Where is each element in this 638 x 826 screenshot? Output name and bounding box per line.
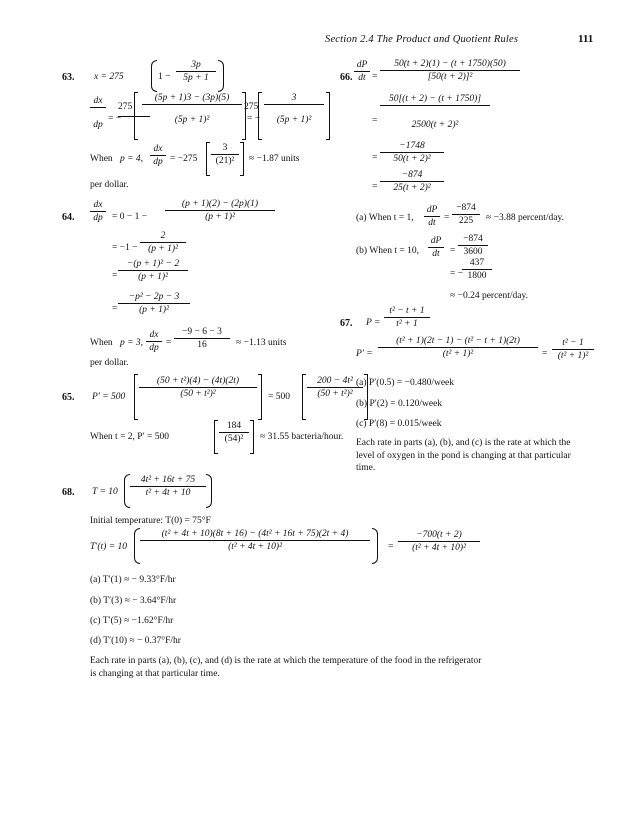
numerator: (5p + 1)3 − (3p)(5) <box>142 93 242 105</box>
fraction <box>176 60 216 83</box>
numerator: 200 − 4t² <box>307 376 363 388</box>
equals-coefficient: = 500 <box>268 392 290 402</box>
equation-lhs: T = 10 <box>92 487 118 497</box>
numerator: 184 <box>219 421 249 433</box>
problem-number: 65. <box>62 392 75 403</box>
equals: = <box>112 304 118 314</box>
numerator: t² − t + 1 <box>384 306 430 318</box>
numerator: 3 <box>264 93 324 105</box>
when-text: When <box>90 338 113 348</box>
fraction <box>211 143 239 166</box>
derivative-symbol <box>354 60 370 83</box>
equals: = <box>542 349 548 359</box>
initial-temperature: Initial temperature: T(0) = 75°F <box>90 516 211 526</box>
fraction <box>140 231 186 254</box>
explanation <box>356 437 571 475</box>
equals: = <box>388 542 394 552</box>
fraction <box>384 306 430 329</box>
bracket-right <box>240 142 244 176</box>
denominator: dt <box>432 249 440 259</box>
problem-number: 63. <box>62 72 75 83</box>
denominator: (p + 1)² <box>138 272 168 282</box>
when-text: When <box>90 154 113 164</box>
result: ≈ −1.13 units <box>236 338 287 348</box>
section-header: Section 2.4 The Product and Quotient Rules <box>325 34 519 45</box>
result: ≈ −0.24 percent/day. <box>450 291 529 301</box>
derivative-lhs: P′ = <box>356 349 373 359</box>
explanation <box>90 655 481 680</box>
bracket-left <box>258 92 262 140</box>
denominator: (5p + 1)² <box>174 115 210 125</box>
numerator: −700(t + 2) <box>398 530 480 542</box>
fraction <box>118 259 188 282</box>
numerator: dP <box>428 236 444 248</box>
fraction <box>552 338 594 361</box>
numerator: t² − 1 <box>552 338 594 350</box>
fraction <box>378 336 538 359</box>
fraction <box>139 376 257 399</box>
denominator: (t² + 4t + 10)² <box>228 542 282 552</box>
problem-number: 68. <box>62 487 75 498</box>
numerator: −874 <box>380 170 444 182</box>
part-a: (a) T′(1) ≈ − 9.33°F/hr <box>90 575 176 585</box>
denominator: (p + 1)² <box>139 305 169 315</box>
equation-lhs: P = <box>366 318 381 328</box>
equals: = <box>372 72 378 82</box>
explanation-line: Each rate in parts (a), (b), and (c) is the rate at which the <box>356 438 571 448</box>
result: ≈ −1.87 units <box>249 154 300 164</box>
numerator: (t² + 4t + 10)(8t + 16) − (4t² + 16t + 75)(2t + 4) <box>140 529 370 541</box>
when-text: When t = 2, P′ = 500 <box>90 432 170 442</box>
bracket-right <box>326 92 330 140</box>
bracket-left <box>206 142 210 176</box>
numerator: −9 − 6 − 3 <box>174 327 230 339</box>
problem-number: 66. <box>340 72 353 83</box>
part-b: (b) T′(3) ≈ − 3.64°F/hr <box>90 596 177 606</box>
numerator: dP <box>424 205 440 217</box>
equals: = <box>444 213 450 223</box>
numerator: 50(t + 2)(1) − (t + 1750)(50) <box>380 59 520 71</box>
denominator: 5p + 1 <box>183 73 209 83</box>
result: ≈ −3.88 percent/day. <box>486 213 565 223</box>
numerator: 3 <box>211 143 239 155</box>
fraction <box>165 199 275 222</box>
denominator: dp <box>93 213 103 223</box>
numerator: (p + 1)(2) − (2p)(1) <box>165 199 275 211</box>
equals-coefficient: = −275 <box>170 154 198 164</box>
equation-rhs: = −1 − <box>112 243 138 253</box>
equation-rhs: = 0 − 1 − <box>112 212 148 222</box>
equation-lhs: P′ = 500 <box>92 392 126 402</box>
numerator: dx <box>146 330 162 342</box>
denominator: (p + 1)² <box>205 212 235 222</box>
numerator: 3p <box>176 60 216 72</box>
denominator: (t² + 1)² <box>442 349 474 359</box>
denominator: dp <box>149 343 159 353</box>
explanation-line: Each rate in parts (a), (b), (c), and (d) is the rate at which the temperature of the food in the refrigerator <box>90 656 482 666</box>
numerator: −p² − 2p − 3 <box>118 292 190 304</box>
denominator: dp <box>93 120 103 130</box>
denominator: 225 <box>458 216 474 226</box>
fraction <box>452 203 480 226</box>
denominator: dt <box>428 218 436 228</box>
bracket-right <box>258 374 262 420</box>
fraction <box>380 94 490 130</box>
denominator: 2500(t + 2)² <box>411 120 459 130</box>
equals: = <box>166 338 172 348</box>
part-a-label: (a) When t = 1, <box>356 213 414 223</box>
denominator: t² + 4t + 10 <box>145 488 191 498</box>
explanation-line: time. <box>356 463 376 473</box>
bracket-right <box>242 92 246 140</box>
numerator: dx <box>150 144 166 156</box>
numerator: 50[(t + 2) − (t + 1750)] <box>380 94 490 106</box>
paren-right <box>206 474 212 508</box>
denominator: (5p + 1)² <box>276 115 312 125</box>
denominator: (50 + t²)² <box>317 389 353 399</box>
equals: = <box>372 153 378 163</box>
numerator: −1748 <box>380 141 444 153</box>
paren-right <box>372 528 378 564</box>
denominator: 50(t + 2)² <box>393 154 431 164</box>
fraction <box>142 93 242 125</box>
derivative-symbol <box>90 96 106 130</box>
fraction <box>380 59 520 82</box>
fraction <box>174 327 230 350</box>
fraction <box>264 93 324 125</box>
derivative-symbol <box>424 205 440 228</box>
per-dollar: per dollar. <box>90 180 129 190</box>
page-number: 111 <box>578 33 594 45</box>
numerator: dx <box>90 96 106 108</box>
problem-number: 64. <box>62 212 75 223</box>
denominator: [50(t + 2)]² <box>427 72 473 82</box>
denominator: (50 + t²)² <box>180 389 216 399</box>
one-minus: 1 − <box>158 72 171 82</box>
part-a: (a) P′(0.5) = −0.480/week <box>356 378 455 388</box>
equals-minus: = − <box>108 114 122 124</box>
equation-lhs: x = 275 <box>94 72 124 82</box>
derivative-symbol <box>146 330 162 353</box>
fraction <box>398 530 480 553</box>
numerator: −874 <box>458 234 488 246</box>
denominator: 1800 <box>467 271 487 281</box>
numerator: (t² + 1)(2t − 1) − (t² − t + 1)(2t) <box>378 336 538 348</box>
fraction <box>307 376 363 399</box>
fraction <box>118 292 190 315</box>
denominator: 25(t + 2)² <box>393 183 431 193</box>
numerator: −874 <box>452 203 480 215</box>
numerator: 2 <box>140 231 186 243</box>
denominator: (t² + 4t + 10)² <box>412 543 466 553</box>
denominator: dt <box>358 73 366 83</box>
result: ≈ 31.55 bacteria/hour. <box>260 432 344 442</box>
derivative-symbol <box>150 144 166 167</box>
part-c: (c) P′(8) = 0.015/week <box>356 419 442 429</box>
fraction <box>458 234 488 257</box>
equals: = <box>372 116 378 126</box>
fraction <box>380 141 444 164</box>
part-b: (b) P′(2) = 0.120/week <box>356 399 443 409</box>
fraction <box>130 475 206 498</box>
part-d: (d) T′(10) ≈ − 0.37°F/hr <box>90 636 181 646</box>
numerator: (50 + t²)(4) − (4t)(2t) <box>139 376 257 388</box>
equals: = <box>372 182 378 192</box>
per-dollar: per dollar. <box>90 358 129 368</box>
bracket-right <box>250 420 254 454</box>
explanation-line: is changing at that particular time. <box>90 668 220 679</box>
denominator: 16 <box>197 340 207 350</box>
part-b-label: (b) When t = 10, <box>356 246 419 256</box>
denominator: t² + 1 <box>396 319 418 329</box>
denominator: (t² + 1)² <box>557 351 589 361</box>
equals-minus: = − <box>450 269 464 279</box>
explanation-line: level of oxygen in the pond is changing at that particular <box>356 450 571 461</box>
denominator: (p + 1)² <box>148 244 178 254</box>
fraction <box>380 170 444 193</box>
derivative-symbol <box>90 200 106 223</box>
denominator: dp <box>153 157 163 167</box>
equals: = <box>450 246 456 256</box>
bracket-left <box>134 374 138 420</box>
derivative-lhs: T′(t) = 10 <box>90 542 127 552</box>
paren-right <box>218 60 224 92</box>
denominator: (21)² <box>215 156 235 166</box>
denominator: (54)² <box>224 434 244 444</box>
when-value: p = 3, <box>120 338 144 348</box>
numerator: 4t² + 16t + 75 <box>130 475 206 487</box>
bracket-left <box>214 420 218 454</box>
fraction <box>219 421 249 444</box>
problem-number: 67. <box>340 318 353 329</box>
coefficient: 275 <box>244 102 259 112</box>
when-value: p = 4, <box>120 154 144 164</box>
coefficient: 275 <box>118 102 133 112</box>
part-c: (c) T′(5) ≈ −1.62°F/hr <box>90 616 174 626</box>
numerator: dP <box>354 60 370 72</box>
bracket-left <box>134 92 138 140</box>
numerator: 437 <box>462 258 492 270</box>
fraction <box>462 258 492 281</box>
bracket-left <box>302 374 306 420</box>
equals-minus: = − <box>247 114 261 124</box>
numerator: dx <box>90 200 106 212</box>
paren-left <box>151 60 157 92</box>
equals: = <box>112 271 118 281</box>
derivative-symbol <box>428 236 444 259</box>
numerator: −(p + 1)² − 2 <box>118 259 188 271</box>
fraction <box>140 529 370 552</box>
denominator: 3600 <box>463 247 483 257</box>
